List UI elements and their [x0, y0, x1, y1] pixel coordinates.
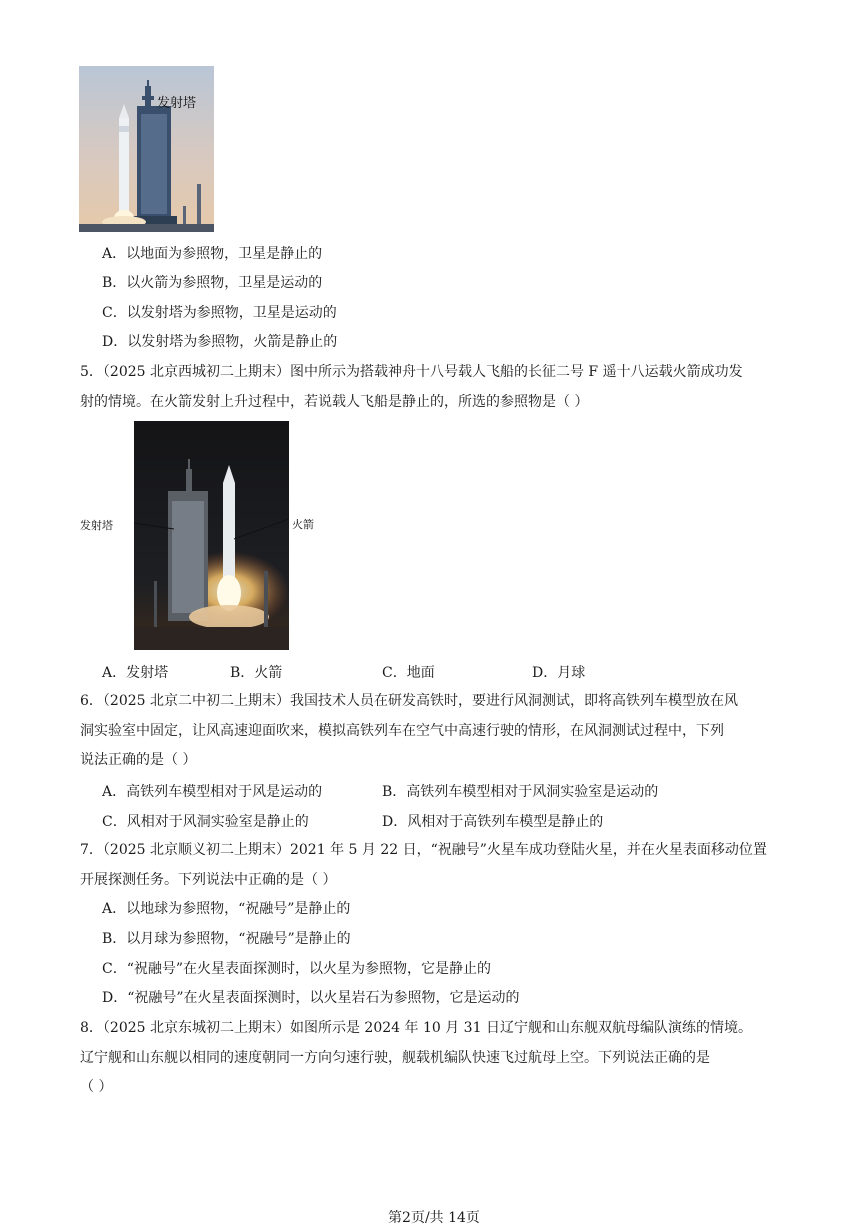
q5-option-a: A．发射塔	[102, 665, 169, 681]
page-number-footer: 第2页/共 14页	[388, 1210, 480, 1226]
q4-option-d: D．以发射塔为参照物，火箭是静止的	[102, 334, 338, 350]
q6-option-d: D．风相对于高铁列车模型是静止的	[382, 814, 604, 830]
q7-option-a: A．以地球为参照物，“祝融号”是静止的	[102, 901, 351, 917]
q8-stem-line1: 8．（2025 北京东城初二上期末）如图所示是 2024 年 10 月 31 日辽宁舰和山东舰双航母编队演练的情境。	[80, 1020, 752, 1036]
q5-tower-label: 发射塔	[80, 519, 113, 532]
q5-options-row	[102, 662, 802, 680]
q8-stem-line2: 辽宁舰和山东舰以相同的速度朝同一方向匀速行驶，舰载机编队快速飞过航母上空。下列说法正确的是	[80, 1050, 710, 1066]
q5-rocket-label: 火箭	[292, 518, 314, 531]
rocket-launch-photo	[134, 421, 289, 650]
q4-option-a: A．以地面为参照物，卫星是静止的	[102, 246, 323, 262]
q5-option-c: C．地面	[382, 665, 435, 681]
q5-stem-line2: 射的情境。在火箭发射上升过程中，若说载人飞船是静止的，所选的参照物是（ ）	[80, 394, 589, 410]
q6-options-row2	[102, 811, 802, 829]
q8-stem-line3: （ ）	[80, 1079, 113, 1095]
q7-stem-line1: 7．（2025 北京顺义初二上期末）2021 年 5 月 22 日，“祝融号”火星车成功登陆火星，并在火星表面移动位置	[80, 842, 767, 858]
q4-option-c: C．以发射塔为参照物，卫星是运动的	[102, 305, 337, 321]
q5-stem-line1: 5．（2025 北京西城初二上期末）图中所示为搭载神舟十八号载人飞船的长征二号 F 遥十八运载火箭成功发	[80, 364, 743, 380]
q5-option-d: D．月球	[532, 665, 586, 681]
q6-options-row1	[102, 781, 802, 799]
q5-option-b: B．火箭	[230, 665, 283, 681]
q7-option-c: C．“祝融号”在火星表面探测时，以火星为参照物，它是静止的	[102, 961, 492, 977]
q4-option-b: B．以火箭为参照物，卫星是运动的	[102, 275, 323, 291]
launch-tower-label: 发射塔	[157, 96, 197, 111]
q6-option-b: B．高铁列车模型相对于风洞实验室是运动的	[382, 784, 659, 800]
q7-option-d: D．“祝融号”在火星表面探测时，以火星岩石为参照物，它是运动的	[102, 990, 520, 1006]
q7-stem-line2: 开展探测任务。下列说法中正确的是（ ）	[80, 872, 337, 888]
q6-stem-line2: 洞实验室中固定，让风高速迎面吹来，模拟高铁列车在空气中高速行驶的情形，在风洞测试过程中，下列	[80, 723, 724, 739]
q6-stem-line1: 6．（2025 北京二中初二上期末）我国技术人员在研发高铁时，要进行风洞测试，即将高铁列车模型放在风	[80, 693, 738, 709]
launch-tower-photo	[79, 66, 214, 232]
q6-option-c: C．风相对于风洞实验室是静止的	[102, 814, 309, 830]
q7-option-b: B．以月球为参照物，“祝融号”是静止的	[102, 931, 351, 947]
q6-stem-line3: 说法正确的是（ ）	[80, 752, 197, 768]
q6-option-a: A．高铁列车模型相对于风是运动的	[102, 784, 323, 800]
